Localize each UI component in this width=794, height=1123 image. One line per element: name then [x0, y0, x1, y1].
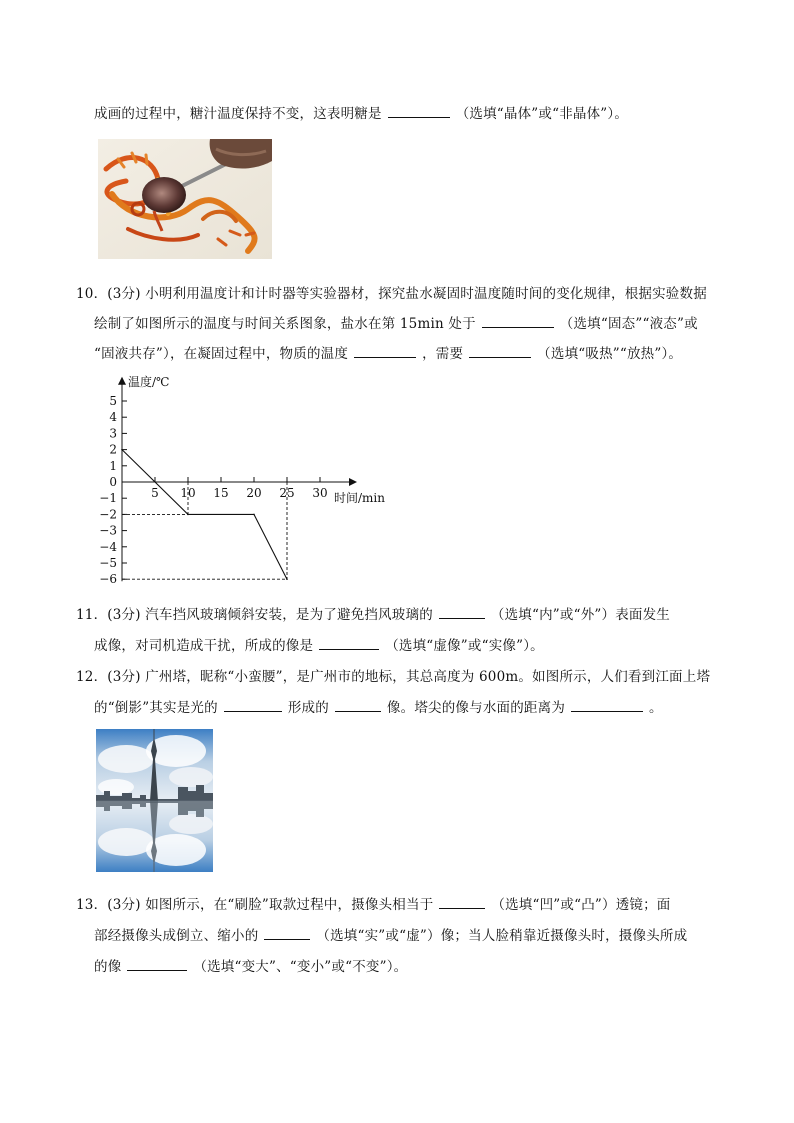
q13-options-image-type: （选填“实”或“虚”）像；当人脸稍靠近摄像头时，摄像头所成 — [316, 928, 688, 944]
y-tick-label: 4 — [109, 410, 117, 425]
q10-stem: 10．(3分) 小明利用温度计和计时器等实验器材，探究盐水凝固时温度随时间的变化规律，根据实验数据 — [76, 286, 707, 302]
temperature-curve — [122, 450, 287, 580]
y-tick-label: −1 — [99, 491, 117, 506]
q9-continuation-line — [94, 102, 628, 122]
x-tick-label: 10 — [180, 486, 196, 500]
q11-stem-2: 成像，对司机造成干扰，所成的像是 — [94, 638, 314, 654]
q12-line-2 — [94, 696, 663, 716]
graph-x-axis-label: 时间/min — [334, 491, 385, 505]
q13-stem: 13．(3分) 如图所示，在“刷脸”取款过程中，摄像头相当于 — [76, 897, 434, 913]
q10-line-2 — [94, 312, 698, 332]
x-axis-arrow — [349, 478, 357, 486]
q13-options-lens: （选填“凹”或“凸”）透镜；面 — [491, 897, 671, 913]
q11-line-1 — [76, 603, 670, 623]
graph-axes — [118, 377, 357, 581]
y-tick-label: 2 — [109, 442, 117, 457]
q12-distance-text: 像。塔尖的像与水面的距离为 — [386, 700, 566, 716]
q13-answer-blank-size[interactable] — [127, 957, 187, 971]
sugar-painting-photo — [98, 139, 272, 259]
x-tick-label: 30 — [312, 486, 328, 500]
q13-answer-blank-lens[interactable] — [439, 895, 485, 909]
q9-options: （选填“晶体”或“非晶体”）。 — [455, 106, 629, 122]
q13-answer-blank-image-type[interactable] — [264, 926, 310, 940]
q10-answer-blank-heat[interactable] — [469, 344, 531, 358]
q13-options-size: （选填“变大”、“变小”或“不变”）。 — [193, 959, 408, 975]
q10-answer-blank-temperature[interactable] — [354, 344, 416, 358]
q9-answer-blank[interactable] — [388, 104, 450, 118]
y-tick-label: 0 — [109, 475, 117, 489]
q11-answer-blank-surface[interactable] — [439, 605, 485, 619]
q13-line-2 — [94, 924, 687, 944]
y-tick-label: 1 — [109, 458, 117, 473]
y-tick-label: −2 — [99, 507, 117, 522]
q10-options-heat: （选填“吸热”“放热”）。 — [537, 346, 683, 362]
q12-line-1 — [76, 665, 710, 685]
y-tick-label: −4 — [99, 539, 117, 554]
q13-line-1 — [76, 893, 671, 913]
q13-stem-3: 的像 — [94, 959, 122, 975]
q12-answer-blank-image-type[interactable] — [335, 698, 381, 712]
graph-y-axis-label: 温度/℃ — [128, 375, 170, 389]
data-point — [253, 514, 255, 516]
q10-need-text: ，需要 — [422, 346, 464, 362]
y-tick-label: 3 — [109, 426, 117, 441]
q10-stem-2: 绘制了如图所示的温度与时间关系图象，盐水在第 15min 处于 — [94, 316, 476, 332]
q11-options-image: （选填“虚像”或“实像”）。 — [385, 638, 544, 654]
x-tick-label: 5 — [151, 486, 159, 500]
y-axis-arrow — [118, 377, 126, 385]
q10-options-state: （选填“固态”“液态”或 — [559, 316, 698, 332]
q12-formed-text: 形成的 — [287, 700, 329, 716]
x-tick-label: 25 — [279, 486, 295, 500]
q11-stem: 11．(3分) 汽车挡风玻璃倾斜安装，是为了避免挡风玻璃的 — [76, 607, 433, 623]
q11-line-2 — [94, 634, 544, 654]
data-point — [121, 449, 123, 451]
canton-tower-reflection-photo — [96, 729, 213, 872]
q13-stem-2: 部经摄像头成倒立、缩小的 — [94, 928, 259, 944]
y-tick-label: −3 — [99, 523, 117, 538]
q10-line-1 — [76, 282, 707, 302]
q9-text: 成画的过程中，糖汁温度保持不变，这表明糖是 — [94, 106, 382, 122]
x-tick-label: 15 — [213, 486, 229, 500]
y-tick-label: −6 — [99, 572, 117, 587]
q12-answer-blank-phenomenon[interactable] — [224, 698, 282, 712]
q12-stem-2: 的“倒影”其实是光的 — [94, 700, 218, 716]
graph-series — [121, 449, 288, 580]
q11-answer-blank-image[interactable] — [319, 636, 379, 650]
q13-line-3 — [94, 955, 407, 975]
graph-ticks — [99, 394, 327, 586]
temperature-time-graph — [96, 372, 406, 588]
data-point — [187, 514, 189, 516]
y-tick-label: 5 — [109, 394, 117, 408]
y-tick-label: −5 — [99, 556, 117, 570]
q12-stem: 12．(3分) 广州塔，昵称“小蛮腰”，是广州市的地标，其总高度为 600m。如图所示，人们看到江面上塔 — [76, 669, 711, 685]
q10-line-3 — [94, 342, 682, 362]
data-point — [286, 578, 288, 580]
q11-options-surface: （选填“内”或“外”）表面发生 — [490, 607, 671, 623]
q12-answer-blank-distance[interactable] — [571, 698, 643, 712]
q12-period: 。 — [649, 700, 663, 716]
x-tick-label: 20 — [246, 486, 262, 500]
q10-answer-blank-state[interactable] — [482, 314, 554, 328]
q10-stem-3: “固液共存”），在凝固过程中，物质的温度 — [94, 346, 349, 362]
